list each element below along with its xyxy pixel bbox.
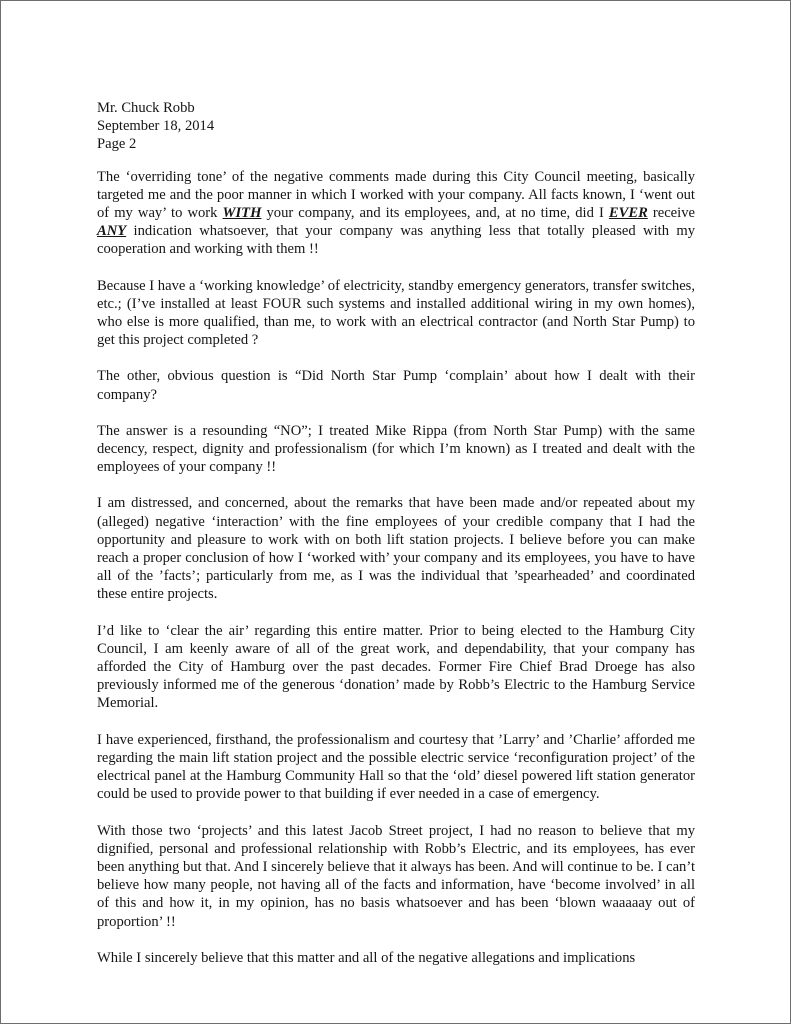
paragraph-4: The answer is a resounding “NO”; I treated Mike Rippa (from North Star Pump) with the same decency, respect, dignity and professionalism (for which I’m known) as I treated and dealt with the employees of your company !! — [97, 422, 695, 476]
paragraph-8: With those two ‘projects’ and this latest Jacob Street project, I had no reason to believe that my dignified, personal and professional relationship with Robb’s Electric, and its employees, has ever been anything but that. And I sincerely believe that it always has been. And will continue to be. I can’t believe how many people, not having all of the facts and information, have ‘become involved’ in all of this and how it, in my opinion, has no basis whatsoever and has been ‘blown waaaaay out of proportion’ !! — [97, 822, 695, 930]
letter-date: September 18, 2014 — [97, 118, 215, 135]
emphasis-ever: EVER — [608, 205, 648, 222]
paragraph-6: I’d like to ‘clear the air’ regarding this entire matter. Prior to being elected to the Hamburg City Council, I am keenly aware of all of the great work, and dependability, that your company has afforded the City of Hamburg over the past decades. Former Fire Chief Brad Droege has also previously informed me of the generous ‘donation’ made by Robb’s Electric to the Hamburg Service Memorial. — [97, 622, 695, 712]
emphasis-any: ANY — [97, 223, 127, 240]
paragraph-1-text-a: The ‘overriding tone’ of the negative comments made during this City Council meeting, basically targeted me and the poor manner in which I worked with your company. All facts known, I ‘went out of my way’ to work — [97, 168, 695, 222]
paragraph-1 — [97, 168, 695, 259]
paragraph-1-text-c: your company, and its employees, and, at no time, did I — [261, 205, 609, 222]
letter-header — [97, 99, 695, 154]
paragraph-1-text-e: receive — [647, 205, 695, 222]
paragraph-7: I have experienced, firsthand, the professionalism and courtesy that ’Larry’ and ’Charlie’ afforded me regarding the main lift station project and the possible electric service ‘reconfiguration project’ of the electrical panel at the Hamburg Community Hall so that the ‘old’ diesel powered lift station generator could be used to provide power to that building if ever needed in a case of emergency. — [97, 731, 695, 803]
paragraph-3: The other, obvious question is “Did North Star Pump ‘complain’ about how I dealt with their company? — [97, 368, 695, 403]
recipient-name: Mr. Chuck Robb — [97, 100, 195, 116]
paragraph-9: While I sincerely believe that this matter and all of the negative allegations and implications — [97, 949, 636, 966]
letter-body — [97, 99, 695, 967]
emphasis-with: WITH — [222, 205, 262, 222]
paragraph-5: I am distressed, and concerned, about the remarks that have been made and/or repeated about my (alleged) negative ‘interaction’ with the fine employees of your credible company that I had the opportunity and pleasure to work with on both lift station projects. I believe before you can make reach a proper conclusion of how I ‘worked with’ your company and its employees, you have to have all of the ’facts’; particularly from me, as I was the individual that ’spearheaded’ and coordinated these entire projects. — [97, 495, 695, 603]
paragraph-1-text-g: indication whatsoever, that your company was anything less that totally pleased with my cooperation and working with them !! — [97, 223, 695, 258]
page-number: Page 2 — [97, 136, 137, 153]
paragraph-2: Because I have a ‘working knowledge’ of electricity, standby emergency generators, transfer switches, etc.; (I’ve installed at least FOUR such systems and installed additional wiring in my own homes), who else is more qualified, than me, to work with an electrical contractor (and North Star Pump) to get this project completed ? — [97, 277, 695, 349]
